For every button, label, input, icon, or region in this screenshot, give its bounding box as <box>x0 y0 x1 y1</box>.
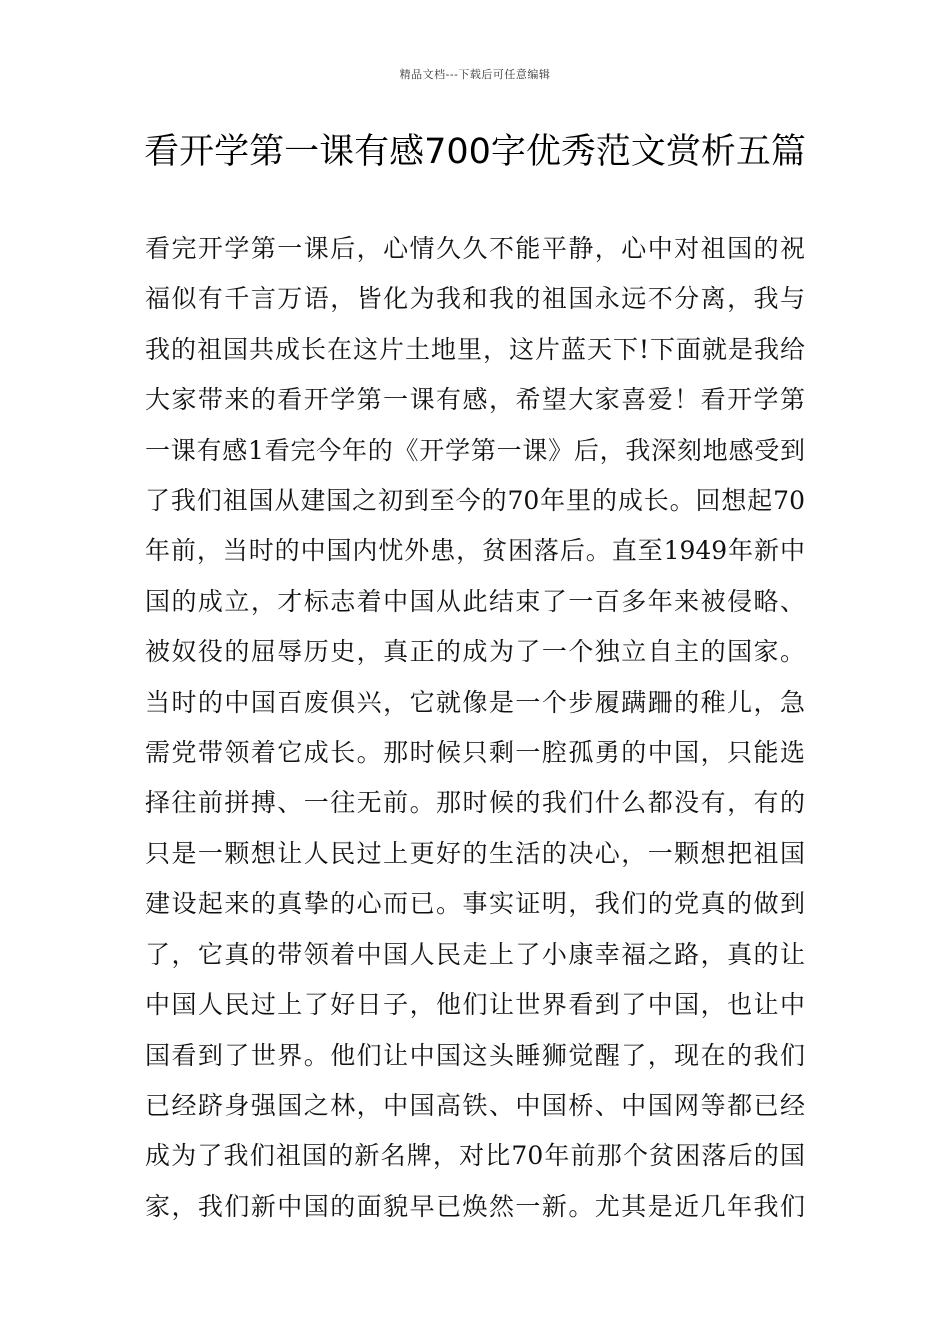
body-line: 国看到了世界。他们让中国这头睡狮觉醒了，现在的我们 <box>145 1040 805 1070</box>
body-line: 需党带领着它成长。那时候只剩一腔孤勇的中国，只能选 <box>145 738 805 768</box>
body-line: 被奴役的屈辱历史，真正的成为了一个独立自主的国家。 <box>145 637 805 667</box>
body-line: 已经跻身强国之林，中国高铁、中国桥、中国网等都已经 <box>145 1090 805 1120</box>
body-text <box>145 224 805 1232</box>
body-line: 福似有千言万语，皆化为我和我的祖国永远不分离，我与 <box>145 284 805 314</box>
page-title: 看开学第一课有感700字优秀范文赏析五篇 <box>144 132 806 172</box>
body-line: 我的祖国共成长在这片土地里，这片蓝天下!下面就是我给 <box>145 334 805 364</box>
body-line: 家，我们新中国的面貌早已焕然一新。尤其是近几年我们 <box>145 1191 805 1221</box>
body-line: 年前，当时的中国内忧外患，贫困落后。直至1949年新中 <box>145 536 805 566</box>
body-line: 择往前拼搏、一往无前。那时候的我们什么都没有，有的 <box>145 788 805 818</box>
body-line: 成为了我们祖国的新名牌，对比70年前那个贫困落后的国 <box>145 1141 805 1171</box>
body-line: 一课有感1看完今年的《开学第一课》后，我深刻地感受到 <box>145 435 805 465</box>
body-line: 国的成立，才标志着中国从此结束了一百多年来被侵略、 <box>145 586 805 616</box>
body-line: 当时的中国百废俱兴，它就像是一个步履蹒跚的稚儿，急 <box>145 687 805 717</box>
body-line: 看完开学第一课后，心情久久不能平静，心中对祖国的祝 <box>145 234 805 263</box>
body-line: 大家带来的看开学第一课有感，希望大家喜爱！看开学第 <box>145 385 805 415</box>
body-line: 了，它真的带领着中国人民走上了小康幸福之路，真的让 <box>145 939 805 969</box>
body-line: 建设起来的真挚的心而已。事实证明，我们的党真的做到 <box>145 889 805 919</box>
body-line: 中国人民过上了好日子，他们让世界看到了中国，也让中 <box>145 990 805 1020</box>
body-line: 只是一颗想让人民过上更好的生活的决心，一颗想把祖国 <box>145 838 805 868</box>
body-line: 了我们祖国从建国之初到至今的70年里的成长。回想起70 <box>145 486 805 516</box>
header-note: 精品文档---下载后可任意编辑 <box>399 68 551 81</box>
